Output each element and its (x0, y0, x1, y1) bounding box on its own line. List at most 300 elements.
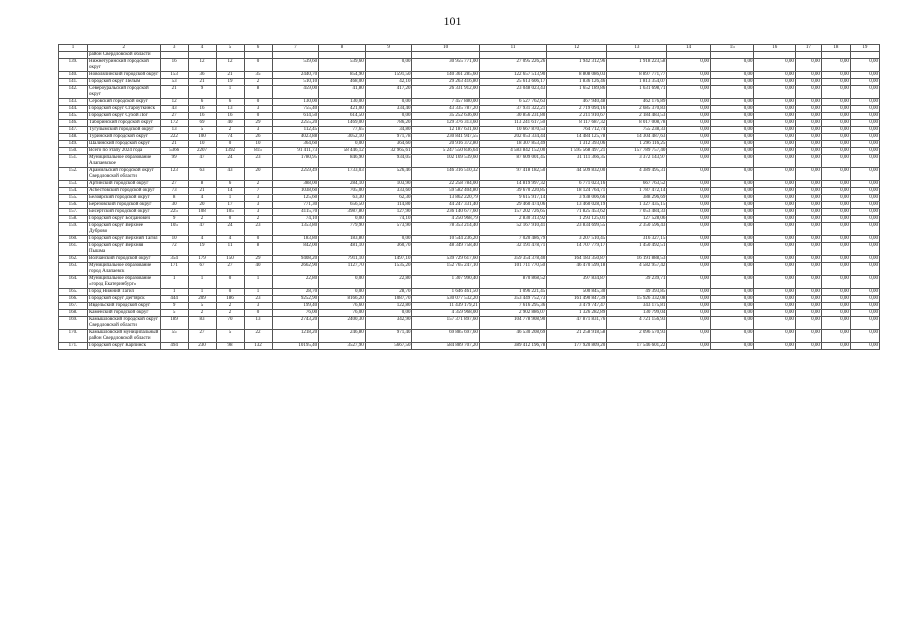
row-number: 166. (59, 296, 88, 303)
table-cell: 0 (244, 59, 272, 72)
table-cell: 8 (188, 181, 216, 188)
table-cell: 0,00 (667, 209, 711, 216)
table-cell: 10195,40 (272, 343, 319, 350)
table-row (59, 330, 880, 343)
table-cell: 41,80 (319, 86, 366, 99)
table-cell: 0,00 (667, 148, 711, 155)
table-cell: 2 184 483,53 (607, 113, 667, 120)
table-cell: 0,00 (667, 296, 711, 303)
table-cell: 73 (160, 188, 188, 195)
table-cell: 27 (160, 113, 188, 120)
table-cell: 0,00 (850, 209, 879, 216)
table-cell: 0,00 (754, 106, 795, 113)
table-cell: 755,40 (272, 106, 319, 113)
table-cell: 1 (160, 276, 188, 289)
table-cell: 3 (244, 106, 272, 113)
table-cell (710, 52, 754, 59)
table-cell: 78 353 214,40 (412, 223, 479, 236)
table-cell: 397 834,87 (547, 276, 607, 289)
table-cell: 0,00 (710, 59, 754, 72)
table-row (59, 202, 880, 209)
table-cell: 6 (188, 99, 216, 106)
column-header: 8 (319, 45, 366, 52)
table-cell: 183,80 (272, 236, 319, 243)
table-cell: 8 897 771,77 (607, 72, 667, 79)
column-header: 17 (795, 45, 821, 52)
table-cell: 32 191 478,71 (479, 243, 546, 256)
table-cell: 0,00 (710, 134, 754, 141)
table-cell: 153 (160, 72, 188, 79)
table-cell: 0,00 (821, 188, 850, 195)
table-cell: 9252,90 (272, 296, 319, 303)
table-row (59, 99, 880, 106)
row-number (59, 52, 88, 59)
table-cell: 667 763,52 (607, 181, 667, 188)
table-cell: 0,00 (850, 317, 879, 330)
table-cell: 0,00 (795, 59, 821, 72)
table-row (59, 120, 880, 127)
table-cell: 364,60 (272, 141, 319, 148)
municipality-name: Городской округ Верхняя Пышма (88, 243, 161, 256)
table-cell: 8 117 687,32 (547, 120, 607, 127)
table-cell: 152 765 247,10 (412, 263, 479, 276)
table-cell: 0,00 (710, 303, 754, 310)
table-cell: 444 (160, 296, 188, 303)
table-cell: 8 (244, 243, 272, 256)
table-cell: 0,00 (667, 127, 711, 134)
row-number: 158. (59, 216, 88, 223)
row-number: 146. (59, 120, 88, 127)
table-cell: 1038,60 (272, 188, 319, 195)
row-number: 167. (59, 303, 88, 310)
table-cell: 12 (160, 99, 188, 106)
row-number: 141. (59, 79, 88, 86)
table-cell: 0,00 (821, 113, 850, 120)
row-number: 169. (59, 317, 88, 330)
table-cell: 4 250 968,79 (412, 216, 479, 223)
table-cell: 0,00 (795, 106, 821, 113)
table-cell: 0,00 (795, 79, 821, 86)
table-cell: 0,00 (754, 155, 795, 168)
municipality-name: Каменский городской округ (88, 310, 161, 317)
table-cell: 0,00 (754, 310, 795, 317)
table-cell (160, 52, 188, 59)
table-cell: 462 176,89 (607, 99, 667, 106)
table-cell: 0,00 (754, 195, 795, 202)
table-cell: 46 530 208,69 (479, 330, 546, 343)
table-cell: 11 439 179,21 (412, 303, 479, 310)
table-cell: 0,00 (754, 181, 795, 188)
table-cell: 0,00 (850, 72, 879, 79)
table-cell: 87 609 001,45 (479, 155, 546, 168)
table-cell: 24 (216, 155, 244, 168)
table-cell: 97 418 182,50 (479, 168, 546, 181)
table-cell: 2207 (188, 148, 216, 155)
table-cell: 1 450 492,51 (607, 243, 667, 256)
table-cell: 0,00 (821, 223, 850, 236)
table-cell: 30 (160, 202, 188, 209)
table-cell: 0,00 (710, 148, 754, 155)
table-cell: 26 (244, 134, 272, 141)
table-cell: 22 258 784,00 (412, 181, 479, 188)
municipality-name: Городской округ Дегтярск (88, 296, 161, 303)
municipality-name: Всего по этапу 2024 года (88, 148, 161, 155)
municipality-name: Муниципальное образование «город Екатеринбург» (88, 276, 161, 289)
table-cell: 2 (216, 127, 244, 134)
column-header: 3 (160, 45, 188, 52)
table-cell: 6 (216, 99, 244, 106)
table-cell: 76,00 (272, 310, 319, 317)
table-cell: 4 (216, 236, 244, 243)
table-cell: 27 (216, 263, 244, 276)
table-cell: 4 582 957,42 (607, 263, 667, 276)
row-number: 157. (59, 209, 88, 216)
table-cell: 0,00 (821, 127, 850, 134)
row-number: 156. (59, 202, 88, 209)
table-cell: 0,00 (795, 202, 821, 209)
municipality-name: Муниципальное образование Алапаевское (88, 155, 161, 168)
table-cell: 0,00 (821, 296, 850, 303)
table-cell: 2743,20 (272, 317, 319, 330)
table-cell: 23 (244, 296, 272, 303)
table-cell: 0 (244, 99, 272, 106)
table-cell: 0,00 (821, 243, 850, 256)
municipality-name: Камышловский городской округ Свердловской области (88, 317, 161, 330)
column-header: 13 (607, 45, 667, 52)
table-cell: 3987,80 (319, 209, 366, 216)
table-cell: 0,00 (850, 216, 879, 223)
table-cell: 353 449 752,73 (479, 296, 546, 303)
table-cell: 0,00 (850, 202, 879, 209)
municipality-name: Город Нижний Тагил (88, 289, 161, 296)
table-cell: 388,00 (272, 181, 319, 188)
table-cell: 316 327,15 (607, 236, 667, 243)
table-cell: 0,00 (850, 276, 879, 289)
table-cell: 0,00 (710, 113, 754, 120)
table-cell: 20 916 372,80 (412, 141, 479, 148)
table-cell: 127 528,06 (607, 216, 667, 223)
table-cell (479, 52, 546, 59)
table-cell: 0,00 (710, 86, 754, 99)
table-cell: 0,00 (795, 216, 821, 223)
table-cell: 47 (188, 155, 216, 168)
table-cell: 2259,49 (272, 168, 319, 181)
table-cell: 1497,10 (365, 256, 412, 263)
row-number: 160. (59, 236, 88, 243)
table-cell: 157 202 726,65 (479, 209, 546, 216)
row-number: 162. (59, 256, 88, 263)
table-cell: 3 (244, 202, 272, 209)
table-cell: 49 393,85 (607, 289, 667, 296)
table-cell: 0,00 (795, 195, 821, 202)
table-cell: 0,00 (850, 59, 879, 72)
table-cell: 1087,70 (365, 296, 412, 303)
table-cell: 0,00 (850, 256, 879, 263)
table-cell: 0,00 (795, 168, 821, 181)
table-cell: 0,00 (754, 120, 795, 127)
table-cell: 359 354 378,40 (479, 256, 546, 263)
table-cell: 23 834 699,55 (547, 223, 607, 236)
table-cell: 2400,30 (319, 317, 366, 330)
table-cell: 186 (216, 296, 244, 303)
table-cell: 0,00 (710, 155, 754, 168)
table-cell: 3 (244, 303, 272, 310)
table-cell: 2 211 910,67 (547, 113, 607, 120)
table-cell: 91 411,73 (272, 148, 319, 155)
table-cell: 0,00 (795, 141, 821, 148)
table-cell: 0,00 (710, 256, 754, 263)
table-cell: 2255,20 (272, 120, 319, 127)
table-cell: 0,00 (667, 256, 711, 263)
table-cell (795, 52, 821, 59)
table-cell: 0 (244, 236, 272, 243)
table-cell: 58 446,12 (319, 148, 366, 155)
row-number: 140. (59, 72, 88, 79)
table-cell: 0,00 (754, 243, 795, 256)
table-cell: 69 885 697,60 (412, 330, 479, 343)
table-cell: 4115,70 (272, 209, 319, 216)
table-cell: 76,60 (319, 303, 366, 310)
table-cell: 0,00 (365, 310, 412, 317)
municipality-name: Городской округ Карпинск (88, 343, 161, 350)
table-cell: 0,00 (821, 289, 850, 296)
table-cell: 0,00 (821, 86, 850, 99)
table-cell: 47 (188, 223, 216, 236)
table-cell: 83 (188, 317, 216, 330)
table-cell: 0,00 (319, 141, 366, 148)
table-cell: 0,00 (850, 106, 879, 113)
table-cell (850, 52, 879, 59)
table-cell: 0,00 (754, 216, 795, 223)
table-cell: 360,70 (365, 243, 412, 256)
column-header: 2 (88, 45, 161, 52)
table-cell: 19 (216, 79, 244, 86)
table-cell: 342,90 (365, 317, 412, 330)
table-cell: 27 (188, 330, 216, 343)
table-cell: 29 263 416,80 (412, 79, 479, 86)
table-cell: 18 124 764,71 (547, 188, 607, 195)
table-cell: 0,00 (710, 296, 754, 303)
table-cell: 161 490 847,39 (547, 296, 607, 303)
table-cell: 779,90 (319, 223, 366, 236)
table-cell: 4 359 968,00 (412, 310, 479, 317)
table-cell: 0,00 (754, 72, 795, 79)
table-cell: 0,00 (667, 155, 711, 168)
table-cell: 0 (216, 141, 244, 148)
table-cell: 0,00 (667, 168, 711, 181)
table-cell: 1 631 698,71 (607, 86, 667, 99)
table-cell: 0,00 (795, 343, 821, 350)
table-cell: 16 (188, 106, 216, 113)
municipality-name: Городской округ Верхний Тагил (88, 236, 161, 243)
table-cell: 0,00 (365, 236, 412, 243)
table-cell: 20 (244, 168, 272, 181)
table-cell: 0,00 (319, 276, 366, 289)
table-cell: 199,40 (272, 303, 319, 310)
table-cell: 0,00 (667, 317, 711, 330)
table-cell: 1535,20 (365, 263, 412, 276)
table-cell: 172 (160, 120, 188, 127)
table-cell (188, 52, 216, 59)
table-cell: 0,00 (850, 263, 879, 276)
table-cell: 0,00 (795, 236, 821, 243)
table-cell: 468,00 (319, 79, 366, 86)
table-cell: 0,00 (667, 106, 711, 113)
table-cell: 9 (160, 303, 188, 310)
table-cell: 22 (244, 330, 272, 343)
table-cell: 0,00 (365, 59, 412, 72)
table-cell: 1127,70 (319, 263, 366, 276)
table-cell: 0,00 (710, 188, 754, 195)
table-cell: 0,00 (850, 330, 879, 343)
row-number: 147. (59, 127, 88, 134)
table-cell: 0,00 (821, 168, 850, 181)
table-cell: 0,00 (821, 141, 850, 148)
table-cell: 0,00 (710, 216, 754, 223)
table-cell: 1 312 393,06 (547, 141, 607, 148)
table-cell: 0,00 (667, 330, 711, 343)
table-cell: 98 (216, 343, 244, 350)
table-cell: 0,00 (710, 99, 754, 106)
municipality-name: Североуральский городской округ (88, 86, 161, 99)
table-cell: 177 920 809,20 (547, 343, 607, 350)
table-cell: 1 836 126,46 (547, 79, 607, 86)
table-cell: 0,00 (667, 72, 711, 79)
table-row (59, 195, 880, 202)
table-cell: 13 460 028,19 (547, 202, 607, 209)
table-cell: 16 (188, 113, 216, 120)
table-cell: 0,00 (850, 79, 879, 86)
table-cell: 389 412 196,78 (479, 343, 546, 350)
table-cell: 0,00 (821, 216, 850, 223)
municipality-name: Асбестовский городской округ (88, 188, 161, 195)
table-cell: 2 350 596,43 (607, 223, 667, 236)
table-cell: 17 546 601,22 (607, 343, 667, 350)
table-cell: 1 (244, 289, 272, 296)
table-cell (319, 52, 366, 59)
table-cell: 0,00 (850, 127, 879, 134)
table-cell: 0,00 (850, 303, 879, 310)
municipality-name: Таборинский городской округ (88, 120, 161, 127)
row-number: 159. (59, 223, 88, 236)
table-cell: 0,00 (710, 79, 754, 86)
column-header: 4 (188, 45, 216, 52)
table-cell: 12 (188, 59, 216, 72)
table-cell (244, 52, 272, 59)
table-cell: 0,00 (710, 236, 754, 243)
table-row (59, 86, 880, 99)
table-row (59, 59, 880, 72)
table-cell: 2 719 094,16 (547, 106, 607, 113)
table-cell: 0,00 (710, 243, 754, 256)
table-row (59, 52, 880, 59)
municipality-name: Волчанский городской округ (88, 256, 161, 263)
table-cell: 0,00 (850, 134, 879, 141)
row-number: 168. (59, 310, 88, 317)
table-cell: 0,00 (667, 243, 711, 256)
table-cell: 0,00 (795, 181, 821, 188)
table-cell: 0,00 (754, 134, 795, 141)
table-cell: 0,00 (795, 99, 821, 106)
table-cell: 0,00 (821, 209, 850, 216)
table-row (59, 289, 880, 296)
table-row (59, 276, 880, 289)
table-cell: 1 813 354,07 (607, 79, 667, 86)
table-cell: 0,00 (754, 188, 795, 195)
municipality-name: Бисертский городской округ (88, 209, 161, 216)
table-cell: 0,00 (754, 141, 795, 148)
page-number: 101 (443, 14, 462, 28)
table-cell: 157 789 757,40 (607, 148, 667, 155)
table-cell: 0,00 (821, 330, 850, 343)
table-cell: 100 (188, 134, 216, 141)
table-cell: 0,00 (850, 195, 879, 202)
table-cell: 146 316 510,32 (412, 168, 479, 181)
municipality-name: Туринский городской округ (88, 134, 161, 141)
table-row (59, 343, 880, 350)
table-cell: 1 (216, 195, 244, 202)
row-number: 155. (59, 195, 88, 202)
table-cell: 0,00 (850, 181, 879, 188)
table-cell: 150 (216, 256, 244, 263)
municipality-name: Городской округ Богданович (88, 216, 161, 223)
table-cell: 0,00 (795, 317, 821, 330)
table-cell: 40 (244, 263, 272, 276)
municipality-name: Белоярский городской округ (88, 195, 161, 202)
table-cell: 0,00 (667, 59, 711, 72)
table-cell: 0,00 (850, 120, 879, 127)
table-cell: 1 918 223,58 (607, 59, 667, 72)
table-cell: 0,00 (667, 303, 711, 310)
table-cell: 614,50 (319, 113, 366, 120)
table-cell: 0,00 (754, 79, 795, 86)
table-cell: 63 (188, 168, 216, 181)
municipality-name: Серовский городской округ (88, 99, 161, 106)
table-row (59, 134, 880, 141)
table-cell: 6 (216, 181, 244, 188)
table-cell: 16 (160, 59, 188, 72)
row-number: 154. (59, 188, 88, 195)
table-cell: 14 304 487,63 (607, 134, 667, 141)
table-cell: 0,00 (667, 216, 711, 223)
table-cell: 3 372 143,97 (607, 155, 667, 168)
table-cell: 0,00 (667, 99, 711, 106)
table-cell: 74,10 (272, 216, 319, 223)
table-cell: 35 (244, 72, 272, 79)
table-cell: 971,78 (365, 134, 412, 141)
table-cell: 0 (216, 276, 244, 289)
table-cell: 0,00 (754, 317, 795, 330)
table-cell: 39 239,71 (607, 276, 667, 289)
table-cell: 105 (160, 223, 188, 236)
table-cell: 481,10 (319, 243, 366, 256)
table-row (59, 256, 880, 263)
table-cell: 4023,88 (272, 134, 319, 141)
table-cell: 2 902 886,07 (479, 310, 546, 317)
municipality-name: Ивдельский городской округ (88, 303, 161, 310)
table-cell: 39 670 220,85 (479, 188, 546, 195)
table-cell: 0,00 (850, 141, 879, 148)
table-cell: 230 841 947,55 (412, 134, 479, 141)
table-cell: 0,00 (667, 276, 711, 289)
table-cell: 0,00 (710, 330, 754, 343)
table-cell: 284,10 (319, 181, 366, 188)
table-cell: 10 667 870,53 (479, 127, 546, 134)
table-cell: 0,00 (754, 223, 795, 236)
table-cell: 0,00 (850, 113, 879, 120)
table-cell: 1 652 189,86 (547, 86, 607, 99)
table-cell: 0,00 (710, 195, 754, 202)
